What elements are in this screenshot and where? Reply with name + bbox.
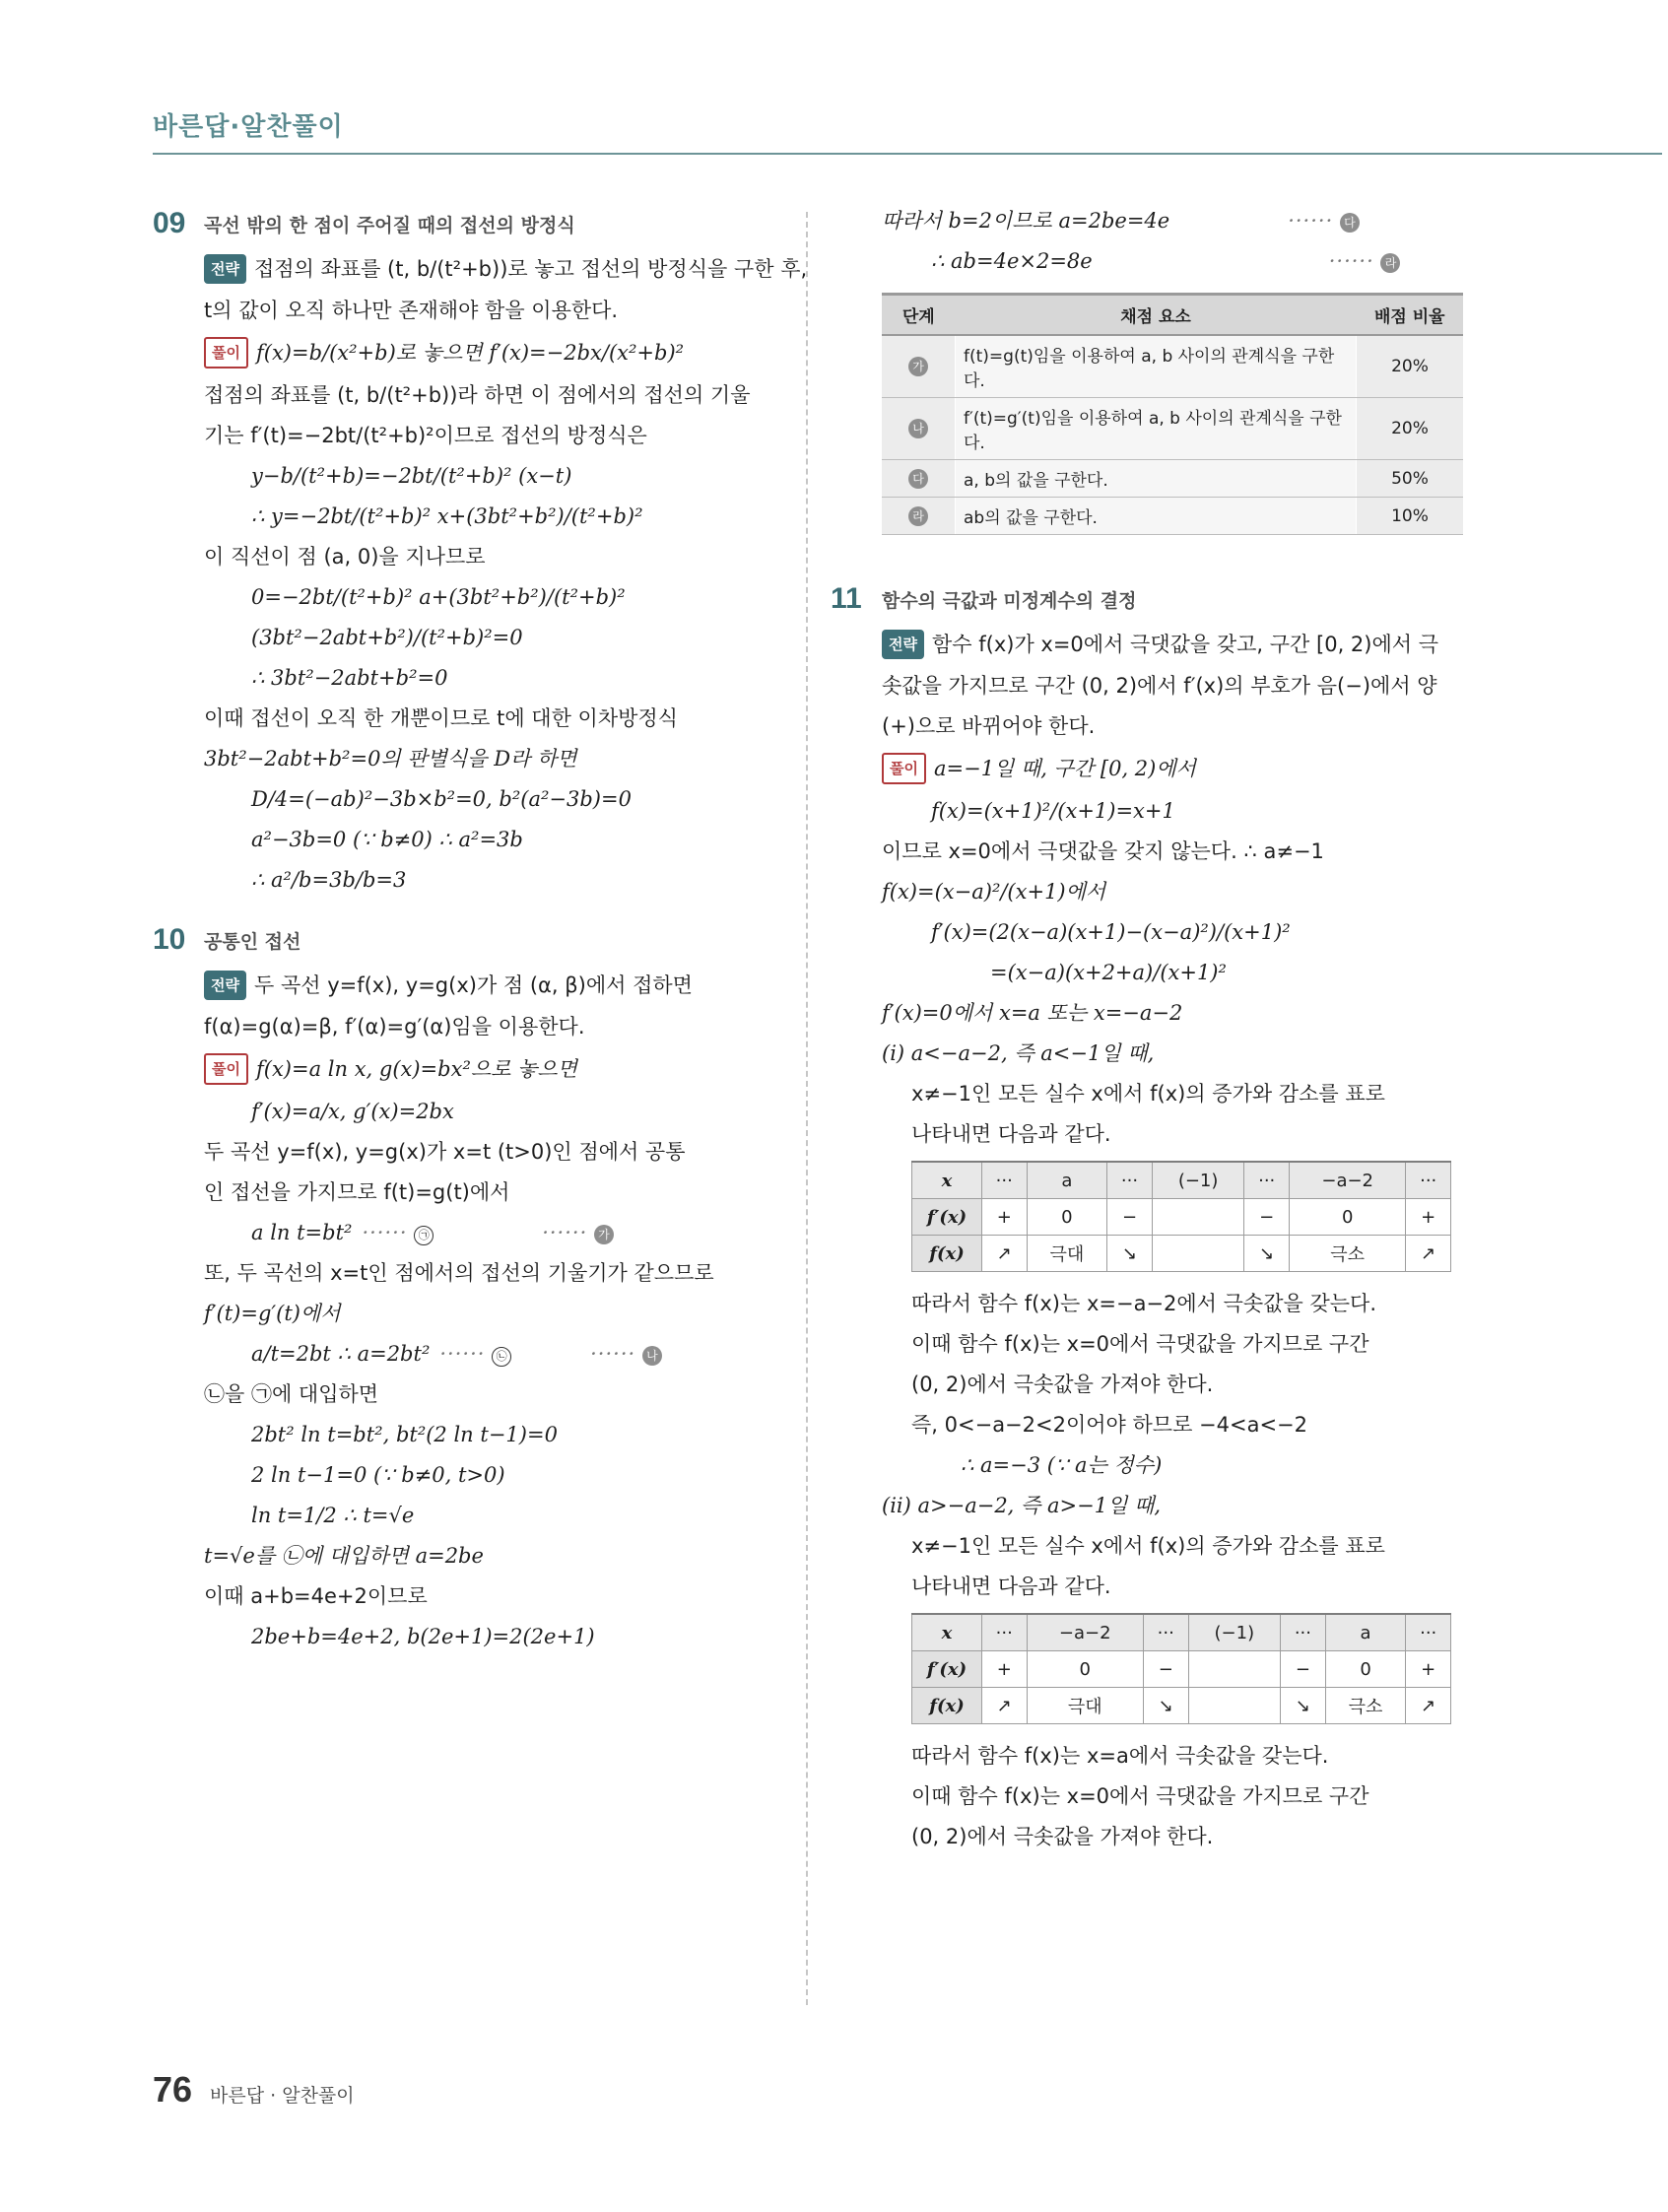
text-line: 나타내면 다음과 같다.	[911, 1122, 1111, 1146]
text-line: 또, 두 곡선의 x=t인 점에서의 접선의 기울기가 같으므로	[204, 1261, 714, 1285]
section-title: 곡선 밖의 한 점이 주어질 때의 접선의 방정식	[204, 214, 575, 236]
text-line: 이때 함수 f(x)는 x=0에서 극댓값을 가지므로 구간	[911, 1332, 1369, 1356]
page-footer	[153, 2069, 355, 2111]
grading-header: 채점 요소	[956, 295, 1357, 336]
text-line: ㉡을 ㉠에 대입하면	[204, 1382, 379, 1406]
text-line: x≠−1인 모든 실수 x에서 f(x)의 증가와 감소를 표로	[911, 1082, 1385, 1106]
equation-line: ∴ a=−3 (∵ a는 정수)	[961, 1453, 1163, 1477]
equation-line: f(x)=(x−a)²/(x+1)에서	[882, 880, 1106, 904]
strategy-tag: 전략	[882, 630, 924, 659]
equation-line: 3bt²−2abt+b²=0의 판별식을 D라 하면	[204, 747, 577, 771]
equation-line: ∴ ab=4e×2=8e ······ 라	[931, 247, 1463, 275]
step-icon: 나	[908, 419, 928, 438]
grading-desc: f′(t)=g′(t)임을 이용하여 a, b 사이의 관계식을 구한다.	[956, 398, 1357, 460]
table-row: f′(x) + 0 − − 0 +	[912, 1651, 1451, 1688]
variation-table-2	[911, 1613, 1451, 1724]
grading-row	[882, 460, 1463, 498]
section-number: 11	[831, 582, 862, 615]
text-line: 이때 접선이 오직 한 개뿐이므로 t에 대한 이차방정식	[204, 706, 678, 730]
strategy-line: (+)으로 바뀌어야 한다.	[882, 714, 1096, 738]
equation-line: t=√e를 ㉡에 대입하면 a=2be	[204, 1544, 484, 1568]
strategy-tag: 전략	[204, 971, 246, 1000]
grading-ratio: 20%	[1357, 398, 1464, 460]
equation-line: 2bt² ln t=bt², bt²(2 ln t−1)=0	[251, 1423, 558, 1446]
strategy-tag: 전략	[204, 254, 246, 284]
equation-line: 따라서 b=2이므로 a=2be=4e ······ 다	[882, 207, 1463, 235]
equation-line: =(x−a)(x+2+a)/(x+1)²	[990, 961, 1227, 984]
table-row: f(x) ↗ 극대 ↘ ↘ 극소 ↗	[912, 1236, 1451, 1272]
solution-line: 풀이 f(x)=a ln x, g(x)=bx²으로 놓으면	[204, 1053, 783, 1085]
text-line: 접점의 좌표를 (t, b/(t²+b))라 하면 이 점에서의 접선의 기울	[204, 383, 751, 407]
text-line: 즉, 0<−a−2<2이어야 하므로 −4<a<−2	[911, 1413, 1308, 1437]
strategy-line: 전략 두 곡선 y=f(x), y=g(x)가 점 (α, β)에서 접하면	[204, 971, 783, 1000]
section-title: 함수의 극값과 미정계수의 결정	[882, 589, 1137, 612]
solution-tag: 풀이	[882, 753, 926, 784]
grading-row	[882, 398, 1463, 460]
step-icon: 라	[908, 506, 928, 526]
text-line: 인 접선을 가지므로 f(t)=g(t)에서	[204, 1180, 510, 1204]
equation-line: y−b/(t²+b)=−2bt/(t²+b)² (x−t)	[251, 464, 572, 488]
solution-line: 풀이 f(x)=b/(x²+b)로 놓으면 f′(x)=−2bx/(x²+b)²	[204, 337, 783, 369]
equation-line: a²−3b=0 (∵ b≠0) ∴ a²=3b	[251, 828, 523, 851]
mark-na-icon: 나	[642, 1346, 662, 1366]
equation-line: f′(t)=g′(t)에서	[204, 1302, 341, 1325]
table-row: f′(x) + 0 − − 0 +	[912, 1199, 1451, 1236]
equation-line: f′(x)=0에서 x=a 또는 x=−a−2	[882, 1001, 1183, 1025]
text-line: 이 직선이 점 (a, 0)을 지나므로	[204, 545, 486, 569]
right-column	[831, 207, 1463, 1863]
text-line: 이때 함수 f(x)는 x=0에서 극댓값을 가지므로 구간	[911, 1784, 1369, 1808]
page-number: 76	[153, 2069, 193, 2110]
section-title: 공통인 접선	[204, 930, 301, 953]
equation-line: a ln t=bt² ······ ㉠ ······ 가	[251, 1219, 783, 1246]
equation-line: ln t=1/2 ∴ t=√e	[251, 1504, 415, 1527]
mark-ra-icon: 라	[1380, 253, 1400, 273]
grading-header-row	[882, 295, 1463, 336]
grading-table	[882, 293, 1463, 535]
header-title: 바른답·알찬풀이	[153, 112, 344, 142]
text-line: 기는 f′(t)=−2bt/(t²+b)²이므로 접선의 방정식은	[204, 424, 647, 447]
equation-line: 2be+b=4e+2, b(2e+1)=2(2e+1)	[251, 1625, 595, 1648]
strategy-line: t의 값이 오직 하나만 존재해야 함을 이용한다.	[204, 299, 619, 322]
equation-line: ∴ a²/b=3b/b=3	[251, 868, 407, 892]
grading-ratio: 10%	[1357, 498, 1464, 535]
solution-line: 풀이 a=−1일 때, 구간 [0, 2)에서	[882, 753, 1463, 784]
left-column	[153, 207, 808, 1663]
grading-ratio: 20%	[1357, 335, 1464, 398]
equation-line: f(x)=(x+1)²/(x+1)=x+1	[931, 799, 1175, 823]
solution-tag: 풀이	[204, 337, 248, 369]
section-10-heading	[153, 923, 783, 957]
mark-ga-icon: 가	[594, 1225, 614, 1244]
section-number: 09	[153, 207, 186, 239]
grading-desc: f(t)=g(t)임을 이용하여 a, b 사이의 관계식을 구한다.	[956, 335, 1357, 398]
mark-da-icon: 다	[1340, 213, 1360, 233]
table-row: x ··· a ··· (−1) ··· −a−2 ···	[912, 1162, 1451, 1199]
section-11-heading	[831, 582, 1463, 616]
text-line: 두 곡선 y=f(x), y=g(x)가 x=t (t>0)인 점에서 공통	[204, 1140, 686, 1164]
text-line: x≠−1인 모든 실수 x에서 f(x)의 증가와 감소를 표로	[911, 1534, 1385, 1558]
strategy-line: 솟값을 가지므로 구간 (0, 2)에서 f′(x)의 부호가 음(−)에서 양	[882, 674, 1437, 698]
text-line: 이므로 x=0에서 극댓값을 갖지 않는다. ∴ a≠−1	[882, 839, 1324, 863]
equation-line: ∴ 3bt²−2abt+b²=0	[251, 666, 448, 690]
equation-line: f′(x)=(2(x−a)(x+1)−(x−a)²)/(x+1)²	[931, 920, 1291, 944]
footer-title: 바른답 · 알찬풀이	[210, 2085, 355, 2107]
grading-ratio: 50%	[1357, 460, 1464, 498]
strategy-line: f(α)=g(α)=β, f′(α)=g′(α)임을 이용한다.	[204, 1015, 585, 1039]
equation-line: D/4=(−ab)²−3b×b²=0, b²(a²−3b)=0	[251, 787, 632, 811]
column-divider	[806, 212, 808, 2005]
text-line: 따라서 함수 f(x)는 x=−a−2에서 극솟값을 갖는다.	[911, 1292, 1376, 1315]
grading-row	[882, 335, 1463, 398]
section-09-heading	[153, 207, 783, 240]
text-line: 따라서 함수 f(x)는 x=a에서 극솟값을 갖는다.	[911, 1744, 1329, 1768]
strategy-line: 전략 함수 f(x)가 x=0에서 극댓값을 갖고, 구간 [0, 2)에서 극	[882, 630, 1463, 659]
text-line: 나타내면 다음과 같다.	[911, 1575, 1111, 1598]
text-line: (0, 2)에서 극솟값을 가져야 한다.	[911, 1825, 1214, 1848]
step-icon: 가	[908, 357, 928, 376]
variation-table-1	[911, 1161, 1451, 1272]
section-number: 10	[153, 923, 186, 956]
solution-tag: 풀이	[204, 1053, 248, 1085]
text-line: 이때 a+b=4e+2이므로	[204, 1584, 428, 1608]
table-row: f(x) ↗ 극대 ↘ ↘ 극소 ↗	[912, 1688, 1451, 1724]
strategy-line: 전략 접점의 좌표를 (t, b/(t²+b))로 놓고 접선의 방정식을 구한 후,	[204, 254, 783, 284]
equation-line: a/t=2bt ∴ a=2bt² ······ ㉡ ······ 나	[251, 1340, 783, 1368]
step-icon: 다	[908, 469, 928, 489]
equation-line: 0=−2bt/(t²+b)² a+(3bt²+b²)/(t²+b)²	[251, 585, 626, 609]
case-line: (ii) a>−a−2, 즉 a>−1일 때,	[882, 1494, 1161, 1517]
grading-desc: ab의 값을 구한다.	[956, 498, 1357, 535]
equation-line: 2 ln t−1=0 (∵ b≠0, t>0)	[251, 1463, 505, 1487]
text-line: (0, 2)에서 극솟값을 가져야 한다.	[911, 1373, 1214, 1396]
circled-1-icon: ㉠	[414, 1226, 434, 1245]
grading-header: 배점 비율	[1357, 295, 1464, 336]
grading-desc: a, b의 값을 구한다.	[956, 460, 1357, 498]
grading-row	[882, 498, 1463, 535]
circled-2-icon: ㉡	[492, 1347, 511, 1367]
grading-header: 단계	[882, 295, 956, 336]
table-row: x ··· −a−2 ··· (−1) ··· a ···	[912, 1614, 1451, 1651]
header-rule	[153, 153, 1662, 155]
equation-line: f′(x)=a/x, g′(x)=2bx	[251, 1100, 454, 1123]
equation-line: (3bt²−2abt+b²)/(t²+b)²=0	[251, 626, 523, 649]
equation-line: ∴ y=−2bt/(t²+b)² x+(3bt²+b²)/(t²+b)²	[251, 504, 643, 528]
case-line: (i) a<−a−2, 즉 a<−1일 때,	[882, 1041, 1155, 1065]
